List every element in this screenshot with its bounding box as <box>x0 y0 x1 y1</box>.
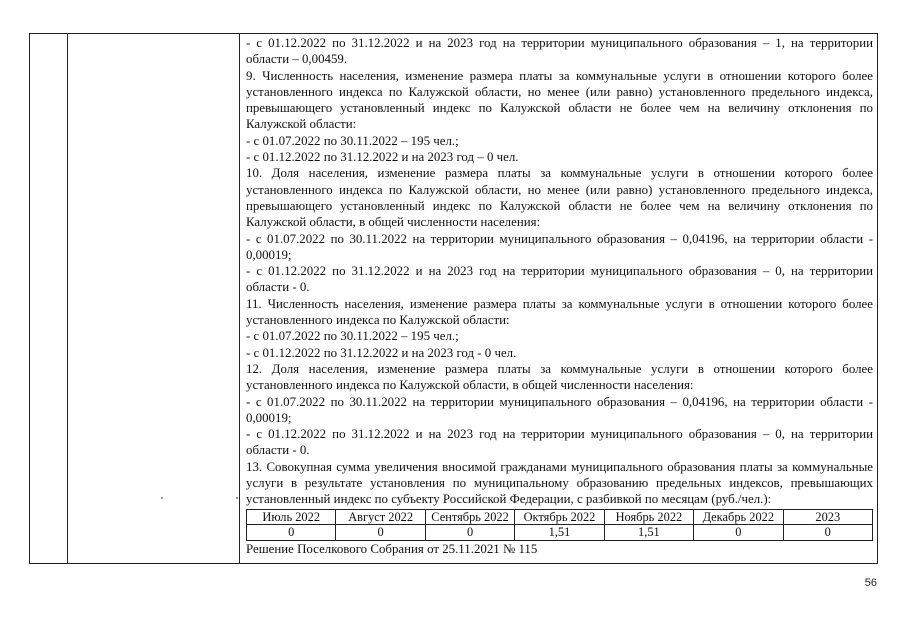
scan-speck <box>161 497 163 499</box>
scan-speck <box>236 497 238 499</box>
paragraph: 13. Совокупная сумма увеличения вносимой гражданами муниципального образования платы за коммунальные услуги в результате установления по муниципальному образованию предельных индексов, превышающих установленный индекс по субъекту Российской Федерации, с разбивкой по месяцам (руб./чел.): <box>246 459 873 507</box>
paragraph: - с 01.07.2022 по 30.11.2022 – 195 чел.; <box>246 133 459 148</box>
column-divider-1 <box>67 33 68 564</box>
table-row <box>247 525 873 541</box>
paragraph: 12. Доля населения, изменение размера платы за коммунальные услуги в отношении которого более установленного индекса по Калужской области, в общей численности населения: <box>246 361 873 393</box>
header-cell: Сентябрь 2022 <box>425 509 514 525</box>
paragraph: - с 01.12.2022 по 31.12.2022 и на 2023 год на территории муниципального образования – 0, на территории области - 0. <box>246 264 873 295</box>
paragraph: - с 01.12.2022 по 31.12.2022 и на 2023 год на территории муниципального образования – 1, на территории области – 0,00459. <box>246 36 873 67</box>
value-cell: 0 <box>783 525 872 541</box>
paragraph: - с 01.12.2022 по 31.12.2022 и на 2023 год - 0 чел. <box>246 345 517 360</box>
paragraph: - с 01.07.2022 по 30.11.2022 на территории муниципального образования – 0,04196, на территории области - 0,00019; <box>246 394 873 425</box>
header-cell: Ноябрь 2022 <box>604 509 693 525</box>
header-cell: 2023 <box>783 509 872 525</box>
table-header-row <box>247 509 873 525</box>
value-cell: 0 <box>425 525 514 541</box>
value-cell: 0 <box>694 525 783 541</box>
monthly-increase-table <box>246 509 873 541</box>
value-cell: 1,51 <box>604 525 693 541</box>
paragraph: 9. Численность населения, изменение размера платы за коммунальные услуги в отношении которого более установленного индекса по Калужской области, но менее (или равно) установленного предельного индекса, превышающего установленный индекс по Калужской области не более чем на величину отклонения по Калужской области: <box>246 68 873 132</box>
paragraph: - с 01.07.2022 по 30.11.2022 на территории муниципального образования – 0,04196, на территории области - 0,00019; <box>246 231 873 262</box>
cell-content <box>246 35 873 557</box>
header-cell: Август 2022 <box>336 509 425 525</box>
paragraph: - с 01.12.2022 по 31.12.2022 и на 2023 год – 0 чел. <box>246 150 519 165</box>
paragraph: 10. Доля населения, изменение размера платы за коммунальные услуги в отношении которого более установленного индекса по Калужской области, но менее (или равно) установленного предельного индекса, превышающего установленный индекс по Калужской области не более чем на величину отклонения по Калужской области, в общей численности населения: <box>246 166 873 230</box>
value-cell: 0 <box>336 525 425 541</box>
value-cell: 1,51 <box>515 525 604 541</box>
value-cell: 0 <box>247 525 336 541</box>
header-cell: Декабрь 2022 <box>694 509 783 525</box>
decision-reference: Решение Поселкового Собрания от 25.11.2021 № 115 <box>246 541 538 556</box>
page-number: 56 <box>864 577 877 589</box>
paragraph: - с 01.07.2022 по 30.11.2022 – 195 чел.; <box>246 329 459 344</box>
header-cell: Июль 2022 <box>247 509 336 525</box>
column-divider-2 <box>239 33 240 564</box>
paragraph: - с 01.12.2022 по 31.12.2022 и на 2023 год на территории муниципального образования – 0, на территории области - 0. <box>246 427 873 458</box>
paragraph: 11. Численность населения, изменение размера платы за коммунальные услуги в отношении которого более установленного индекса по Калужской области: <box>246 296 873 328</box>
header-cell: Октябрь 2022 <box>515 509 604 525</box>
